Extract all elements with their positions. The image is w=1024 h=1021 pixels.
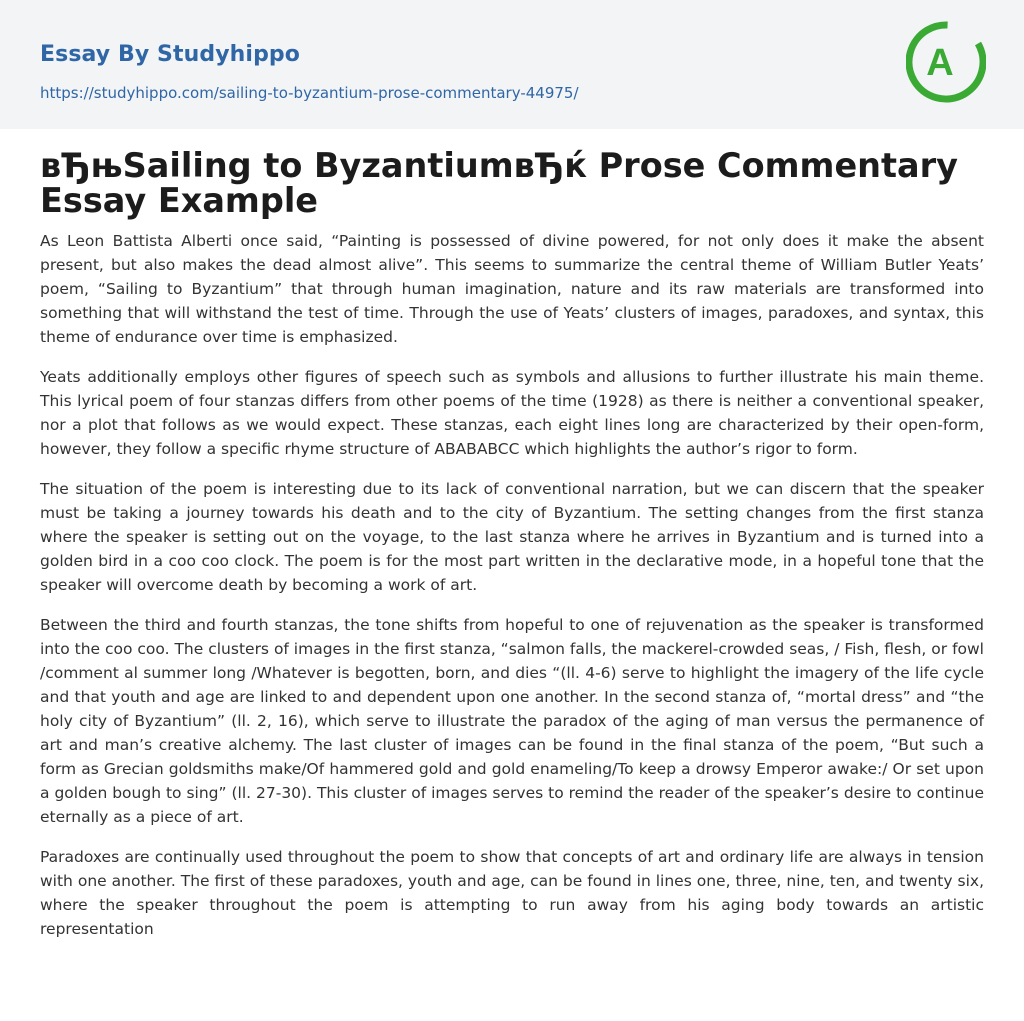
essay-url-link[interactable]: https://studyhippo.com/sailing-to-byzantium-prose-commentary-44975/ <box>40 84 579 102</box>
essay-paragraph: As Leon Battista Alberti once said, “Painting is possessed of divine powered, for not only does it make the absent present, but also makes the dead almost alive”. This seems to summarize the central theme of William Butler Yeats’ poem, “Sailing to Byzantium” that through human imagination, nature and its raw materials are transformed into something that will withstand the test of time. Through the use of Yeats’ clusters of images, paradoxes, and syntax, this theme of endurance over time is emphasized. <box>40 232 984 346</box>
essay-paragraph: Yeats additionally employs other figures of speech such as symbols and allusions to further illustrate his main theme. This lyrical poem of four stanzas differs from other poems of the time (1928) as there is neither a conventional speaker, nor a plot that follows as we would expect. These stanzas, each eight lines long are characterized by their open-form, however, they follow a specific rhyme structure of ABABABCC which highlights the author’s rigor to form. <box>40 368 984 458</box>
site-header <box>0 0 1024 129</box>
essay-paragraph: Paradoxes are continually used throughout the poem to show that concepts of art and ordinary life are always in tension with one another. The first of these paradoxes, youth and age, can be found in lines one, three, nine, ten, and twenty six, where the speaker throughout the poem is attempting to run away from his aging body towards an artistic representation <box>40 848 984 938</box>
essay-paragraph: The situation of the poem is interesting due to its lack of conventional narration, but we can discern that the speaker must be taking a journey towards his death and to the city of Byzantium. The setting changes from the first stanza where the speaker is setting out on the voyage, to the last stanza where he arrives in Byzantium and is turned into a golden bird in a coo coo clock. The poem is for the most part written in the declarative mode, in a hopeful tone that the speaker will overcome death by becoming a work of art. <box>40 480 984 594</box>
essay-paragraph: Between the third and fourth stanzas, the tone shifts from hopeful to one of rejuvenation as the speaker is transformed into the coo coo. The clusters of images in the first stanza, “salmon falls, the mackerel-crowded seas, / Fish, flesh, or fowl /comment al summer long /Whatever is begotten, born, and dies “(ll. 4-6) serve to highlight the imagery of the life cycle and that youth and age are linked to and dependent upon one another. In the second stanza of, “mortal dress” and “the holy city of Byzantium” (ll. 2, 16), which serve to illustrate the paradox of the aging of man versus the permanence of art and man’s creative alchemy. The last cluster of images can be found in the final stanza of the poem, “But such a form as Grecian goldsmiths make/Of hammered gold and gold enameling/To keep a drowsy Emperor awake:/ Or set upon a golden bough to sing” (ll. 27-30). This cluster of images serves to remind the reader of the speaker’s desire to continue eternally as a piece of art. <box>40 616 984 826</box>
studyhippo-logo-icon[interactable] <box>906 19 986 105</box>
site-brand[interactable]: Essay By Studyhippo <box>40 42 300 67</box>
essay-body <box>40 229 984 957</box>
essay-title: вЂњSailing to ByzantiumвЂќ Prose Commentary Essay Example <box>40 146 958 220</box>
logo-letter: A <box>926 42 954 84</box>
